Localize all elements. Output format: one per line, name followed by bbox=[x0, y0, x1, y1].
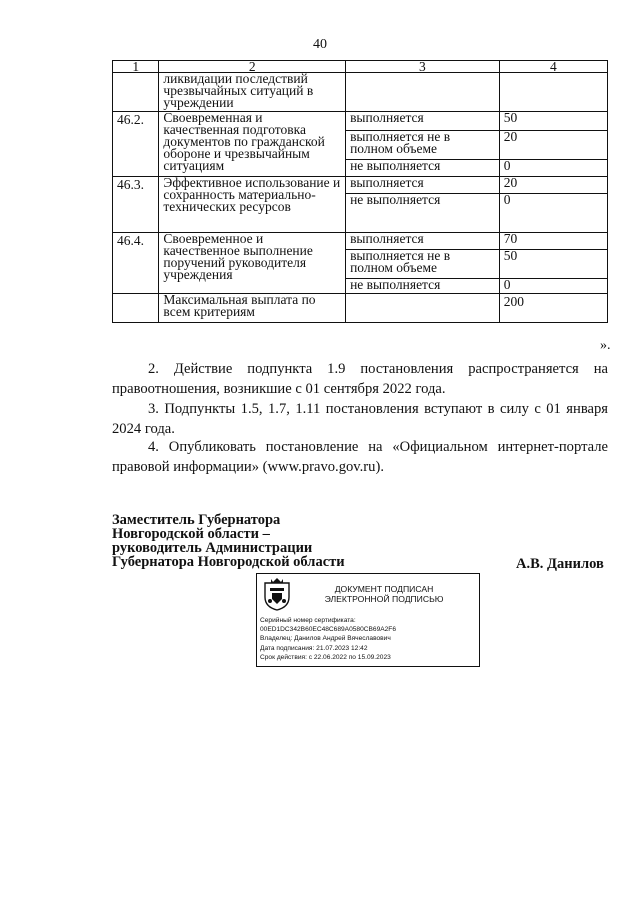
outcome-label: не выполняется bbox=[346, 194, 500, 233]
outcome-label: выполняется bbox=[346, 112, 500, 131]
outcome-value: 50 bbox=[499, 250, 607, 279]
outcome-label: не выполняется bbox=[346, 160, 500, 177]
paragraph-3: 3. Подпункты 1.5, 1.7, 1.11 постановления вступают в силу с 01 января 2024 года. bbox=[112, 401, 608, 437]
stamp-validity: Срок действия: с 22.06.2022 по 15.09.2023 bbox=[260, 653, 391, 661]
stamp-details bbox=[260, 616, 396, 662]
header-col-4: 4 bbox=[499, 61, 607, 73]
stamp-cert-serial: 00ED1DC342B60EC48C689A0580CB69A2F6 bbox=[260, 626, 396, 634]
stamp-title: ДОКУМЕНТ ПОДПИСАН ЭЛЕКТРОННОЙ ПОДПИСЬЮ bbox=[324, 584, 444, 604]
criterion-cell: Своевременное и качественное выполнение поручений руководителя учреждения bbox=[159, 233, 346, 294]
table-row bbox=[113, 112, 608, 131]
outcome-label: выполняется bbox=[346, 233, 500, 250]
outcome-label: выполняется bbox=[346, 177, 500, 194]
header-col-2: 2 bbox=[159, 61, 346, 73]
electronic-signature-stamp bbox=[256, 573, 480, 667]
signatory-name: А.В. Данилов bbox=[516, 556, 604, 572]
outcome-value: 20 bbox=[499, 131, 607, 160]
signature-line: Новгородской области – bbox=[112, 526, 270, 542]
table-closing-quote: ». bbox=[600, 338, 611, 353]
outcome-label: выполняется не в полном объеме bbox=[346, 250, 500, 279]
outcome-value: 200 bbox=[499, 294, 607, 323]
outcome-label: не выполняется bbox=[346, 279, 500, 294]
header-col-3: 3 bbox=[346, 61, 500, 73]
outcome-value: 50 bbox=[499, 112, 607, 131]
criterion-cell: Максимальная выплата по всем критериям bbox=[159, 294, 346, 323]
outcome-value: 0 bbox=[499, 194, 607, 233]
row-number bbox=[113, 73, 159, 112]
outcome-value: 70 bbox=[499, 233, 607, 250]
signature-block bbox=[112, 513, 345, 569]
header-col-1: 1 bbox=[113, 61, 159, 73]
outcome-value bbox=[499, 73, 607, 112]
criterion-cell: Эффективное использование и сохранность материально-технических ресурсов bbox=[159, 177, 346, 233]
row-number: 46.3. bbox=[113, 177, 159, 233]
paragraph-2: 2. Действие подпункта 1.9 постановления распространяется на правоотношения, возникшие с 01 сентября 2022 года. bbox=[112, 361, 608, 397]
signature-line: руководитель Администрации bbox=[112, 540, 313, 556]
stamp-owner: Владелец: Данилов Андрей Вячеславович bbox=[260, 635, 391, 643]
row-number: 46.4. bbox=[113, 233, 159, 294]
table-row bbox=[113, 294, 608, 323]
stamp-sign-date: Дата подписания: 21.07.2023 12:42 bbox=[260, 644, 368, 652]
regional-coat-of-arms-icon bbox=[262, 577, 292, 611]
stamp-cert-label: Серийный номер сертификата: bbox=[260, 617, 356, 624]
page-number: 40 bbox=[313, 37, 327, 52]
outcome-label bbox=[346, 294, 500, 323]
row-number: 46.2. bbox=[113, 112, 159, 177]
table-row bbox=[113, 233, 608, 250]
criterion-cell: ликвидации последствий чрезвычайных ситуаций в учреждении bbox=[159, 73, 346, 112]
outcome-value: 0 bbox=[499, 279, 607, 294]
table-row bbox=[113, 73, 608, 112]
outcome-value: 0 bbox=[499, 160, 607, 177]
table-row bbox=[113, 177, 608, 194]
criterion-cell: Своевременная и качественная подготовка документов по гражданской обороне и чрезвычайным ситуациям bbox=[159, 112, 346, 177]
row-number bbox=[113, 294, 159, 323]
paragraph-4: 4. Опубликовать постановление на «Официальном интернет-портале правовой информации» (www.pravo.gov.ru). bbox=[112, 439, 608, 475]
criteria-table bbox=[112, 60, 608, 323]
signature-line: Губернатора Новгородской области bbox=[112, 554, 345, 570]
outcome-label: выполняется не в полном объеме bbox=[346, 131, 500, 160]
signature-line: Заместитель Губернатора bbox=[112, 512, 281, 528]
outcome-label bbox=[346, 73, 500, 112]
outcome-value: 20 bbox=[499, 177, 607, 194]
